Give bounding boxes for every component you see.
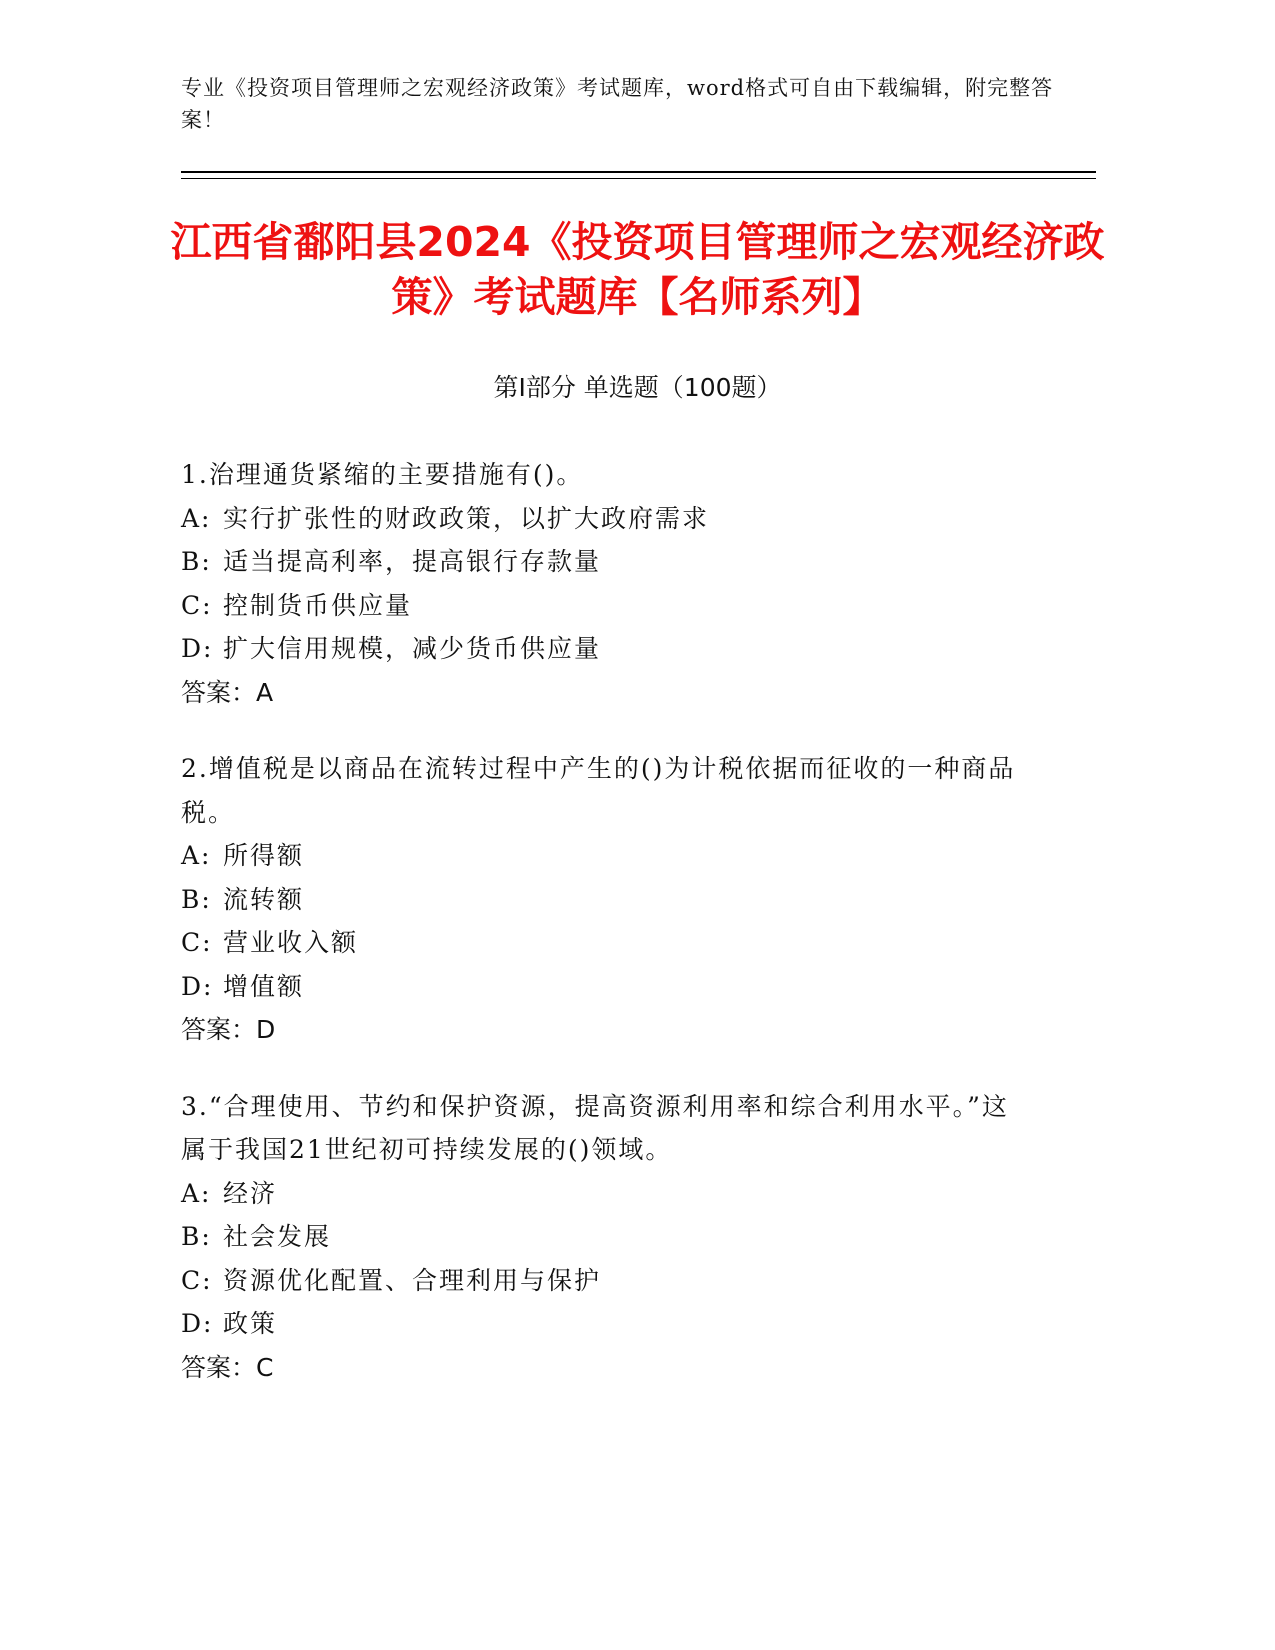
option-letter: B: bbox=[181, 1222, 212, 1251]
option-letter: B: bbox=[181, 884, 212, 914]
header-rule-thick bbox=[181, 171, 1096, 173]
option-text: 政策 bbox=[223, 1309, 278, 1338]
option-b bbox=[181, 1215, 1081, 1259]
option-b bbox=[181, 540, 1081, 584]
question-3 bbox=[181, 1085, 1081, 1390]
answer: 答案：A bbox=[181, 677, 274, 707]
option-letter: B: bbox=[181, 547, 212, 576]
option-c bbox=[181, 921, 1081, 965]
option-d bbox=[181, 627, 1081, 671]
header-rule-thin bbox=[181, 178, 1096, 179]
option-d bbox=[181, 1302, 1081, 1346]
option-letter: C: bbox=[181, 590, 213, 620]
option-letter: D: bbox=[181, 1309, 214, 1338]
option-letter: C: bbox=[181, 1265, 213, 1295]
option-letter: D: bbox=[181, 971, 214, 1001]
option-c bbox=[181, 1259, 1081, 1303]
option-text: 经济 bbox=[223, 1178, 278, 1208]
option-text: 适当提高利率，提高银行存款量 bbox=[223, 547, 602, 576]
option-letter: C: bbox=[181, 928, 213, 957]
section-heading: 第Ⅰ部分 单选题（100题） bbox=[493, 373, 782, 402]
option-text: 社会发展 bbox=[223, 1222, 332, 1251]
option-text: 控制货币供应量 bbox=[223, 590, 413, 620]
option-a bbox=[181, 834, 1081, 878]
question-stem: 2.增值税是以商品在流转过程中产生的()为计税依据而征收的一种商品税。 bbox=[181, 754, 1016, 827]
option-text: 营业收入额 bbox=[223, 928, 359, 957]
question-1 bbox=[181, 453, 1081, 714]
option-text: 增值额 bbox=[223, 971, 305, 1001]
option-letter: A: bbox=[181, 503, 212, 533]
option-a bbox=[181, 1172, 1081, 1216]
option-a bbox=[181, 497, 1081, 541]
option-d bbox=[181, 965, 1081, 1009]
option-text: 资源优化配置、合理利用与保护 bbox=[223, 1265, 602, 1295]
option-letter: A: bbox=[181, 1178, 212, 1208]
option-text: 流转额 bbox=[223, 884, 305, 914]
document-title: 江西省鄱阳县2024《投资项目管理师之宏观经济政策》考试题库【名师系列】 bbox=[170, 218, 1105, 321]
question-stem: 1.治理通货紧缩的主要措施有()。 bbox=[181, 460, 584, 489]
option-c bbox=[181, 584, 1081, 628]
option-letter: A: bbox=[181, 841, 212, 870]
question-list bbox=[181, 453, 1081, 1422]
option-letter: D: bbox=[181, 634, 214, 663]
answer: 答案：C bbox=[181, 1352, 274, 1382]
option-text: 实行扩张性的财政政策，以扩大政府需求 bbox=[223, 503, 710, 533]
option-text: 所得额 bbox=[223, 841, 305, 870]
question-stem: 3.“合理使用、节约和保护资源，提高资源利用率和综合利用水平。”这属于我国21世纪初可持续发展的()领域。 bbox=[181, 1091, 1009, 1164]
option-text: 扩大信用规模，减少货币供应量 bbox=[223, 634, 602, 663]
answer: 答案：D bbox=[181, 1015, 276, 1044]
header-note: 专业《投资项目管理师之宏观经济政策》考试题库，word格式可自由下载编辑，附完整答案！ bbox=[181, 76, 1054, 132]
question-2 bbox=[181, 747, 1081, 1052]
option-b bbox=[181, 878, 1081, 922]
